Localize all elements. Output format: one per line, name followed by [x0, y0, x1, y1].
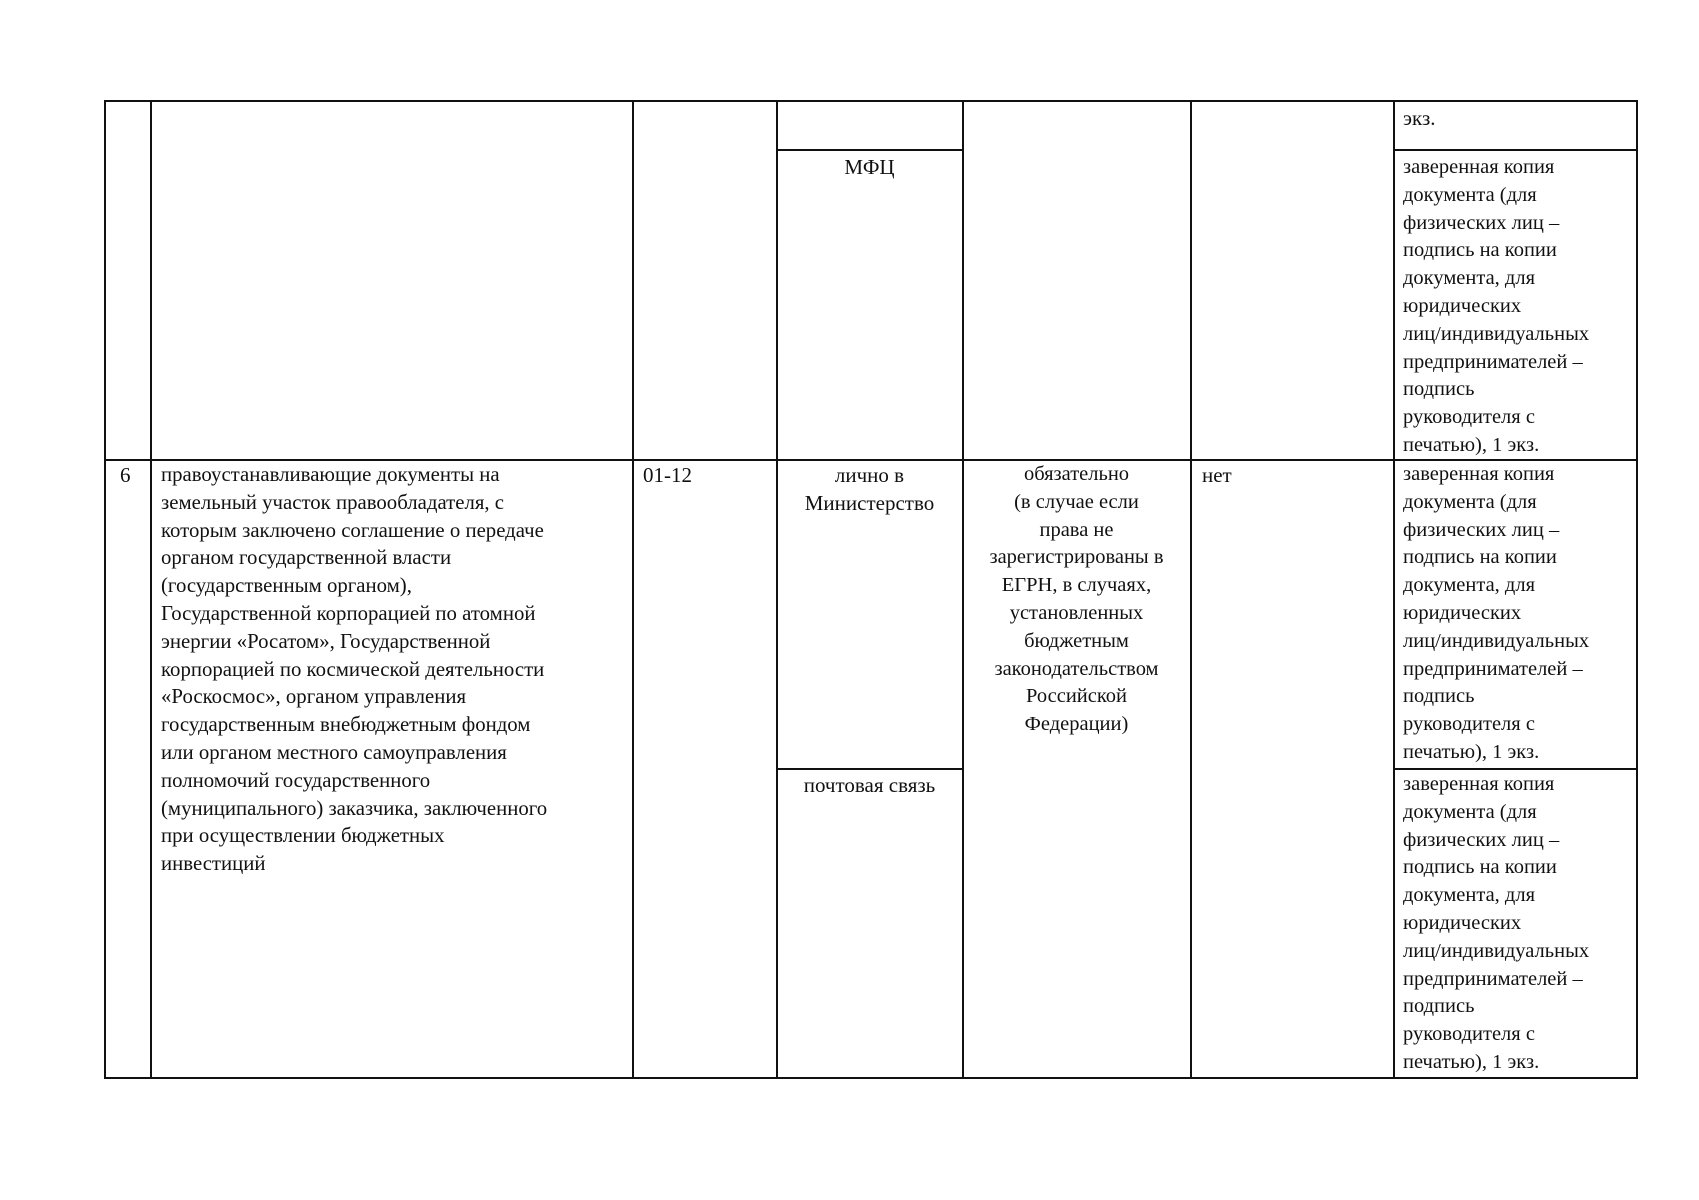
- method-post: почтовая связь: [803, 773, 936, 797]
- form-divider-top: [1394, 149, 1638, 151]
- mandatory-condition: обязательно (в случае если права не зарегистрированы в ЕГРН, в случаях, установленных бюджетным законодательством Российской Федерации): [989, 463, 1164, 736]
- table-border-top: [104, 100, 1638, 102]
- method-divider-row6: [776, 768, 963, 770]
- form-mfc-description: заверенная копия документа (для физических лиц – подпись на копии документа, для юридических лиц/индивидуальных предпринимателей – подпись руководителя с печатью), 1 экз.: [1403, 156, 1590, 456]
- form-top-continuation: экз.: [1403, 106, 1436, 130]
- col-line-5: [1190, 100, 1192, 1079]
- document-name: правоустанавливающие документы на земельный участок правообладателя, с которым заключено соглашение о передаче органом государственной власти (государственным органом), Государственной корпорацией по атомной энергии «Росатом», Государственной корпорацией по космической деятельности «Роскосмос», органом управления государственным внебюджетным фондом или органом местного самоуправления полномочий государственного (муниципального) заказчика, заключенного при осуществлении бюджетных инвестиций: [161, 463, 548, 876]
- form-divider-row6: [1394, 768, 1638, 770]
- row-number: 6: [120, 463, 131, 487]
- procedure-mfc-label: МФЦ: [844, 155, 895, 179]
- col-line-7: [1636, 100, 1638, 1079]
- col-line-2: [632, 100, 634, 1079]
- method-in-person: лично в Министерство: [804, 463, 935, 515]
- period-code: 01-12: [643, 463, 692, 487]
- return-flag: нет: [1202, 463, 1232, 487]
- method-divider-top: [776, 149, 963, 151]
- table-border-bottom: [104, 1077, 1638, 1079]
- col-line-6: [1393, 100, 1395, 1079]
- form-in-person: заверенная копия документа (для физических лиц – подпись на копии документа, для юридических лиц/индивидуальных предпринимателей – подпись руководителя с печатью), 1 экз.: [1403, 463, 1590, 763]
- col-line-1: [150, 100, 152, 1079]
- form-post: заверенная копия документа (для физических лиц – подпись на копии документа, для юридических лиц/индивидуальных предпринимателей – подпись руководителя с печатью), 1 экз.: [1403, 773, 1590, 1073]
- col-line-0: [104, 100, 106, 1079]
- col-line-3: [776, 100, 778, 1079]
